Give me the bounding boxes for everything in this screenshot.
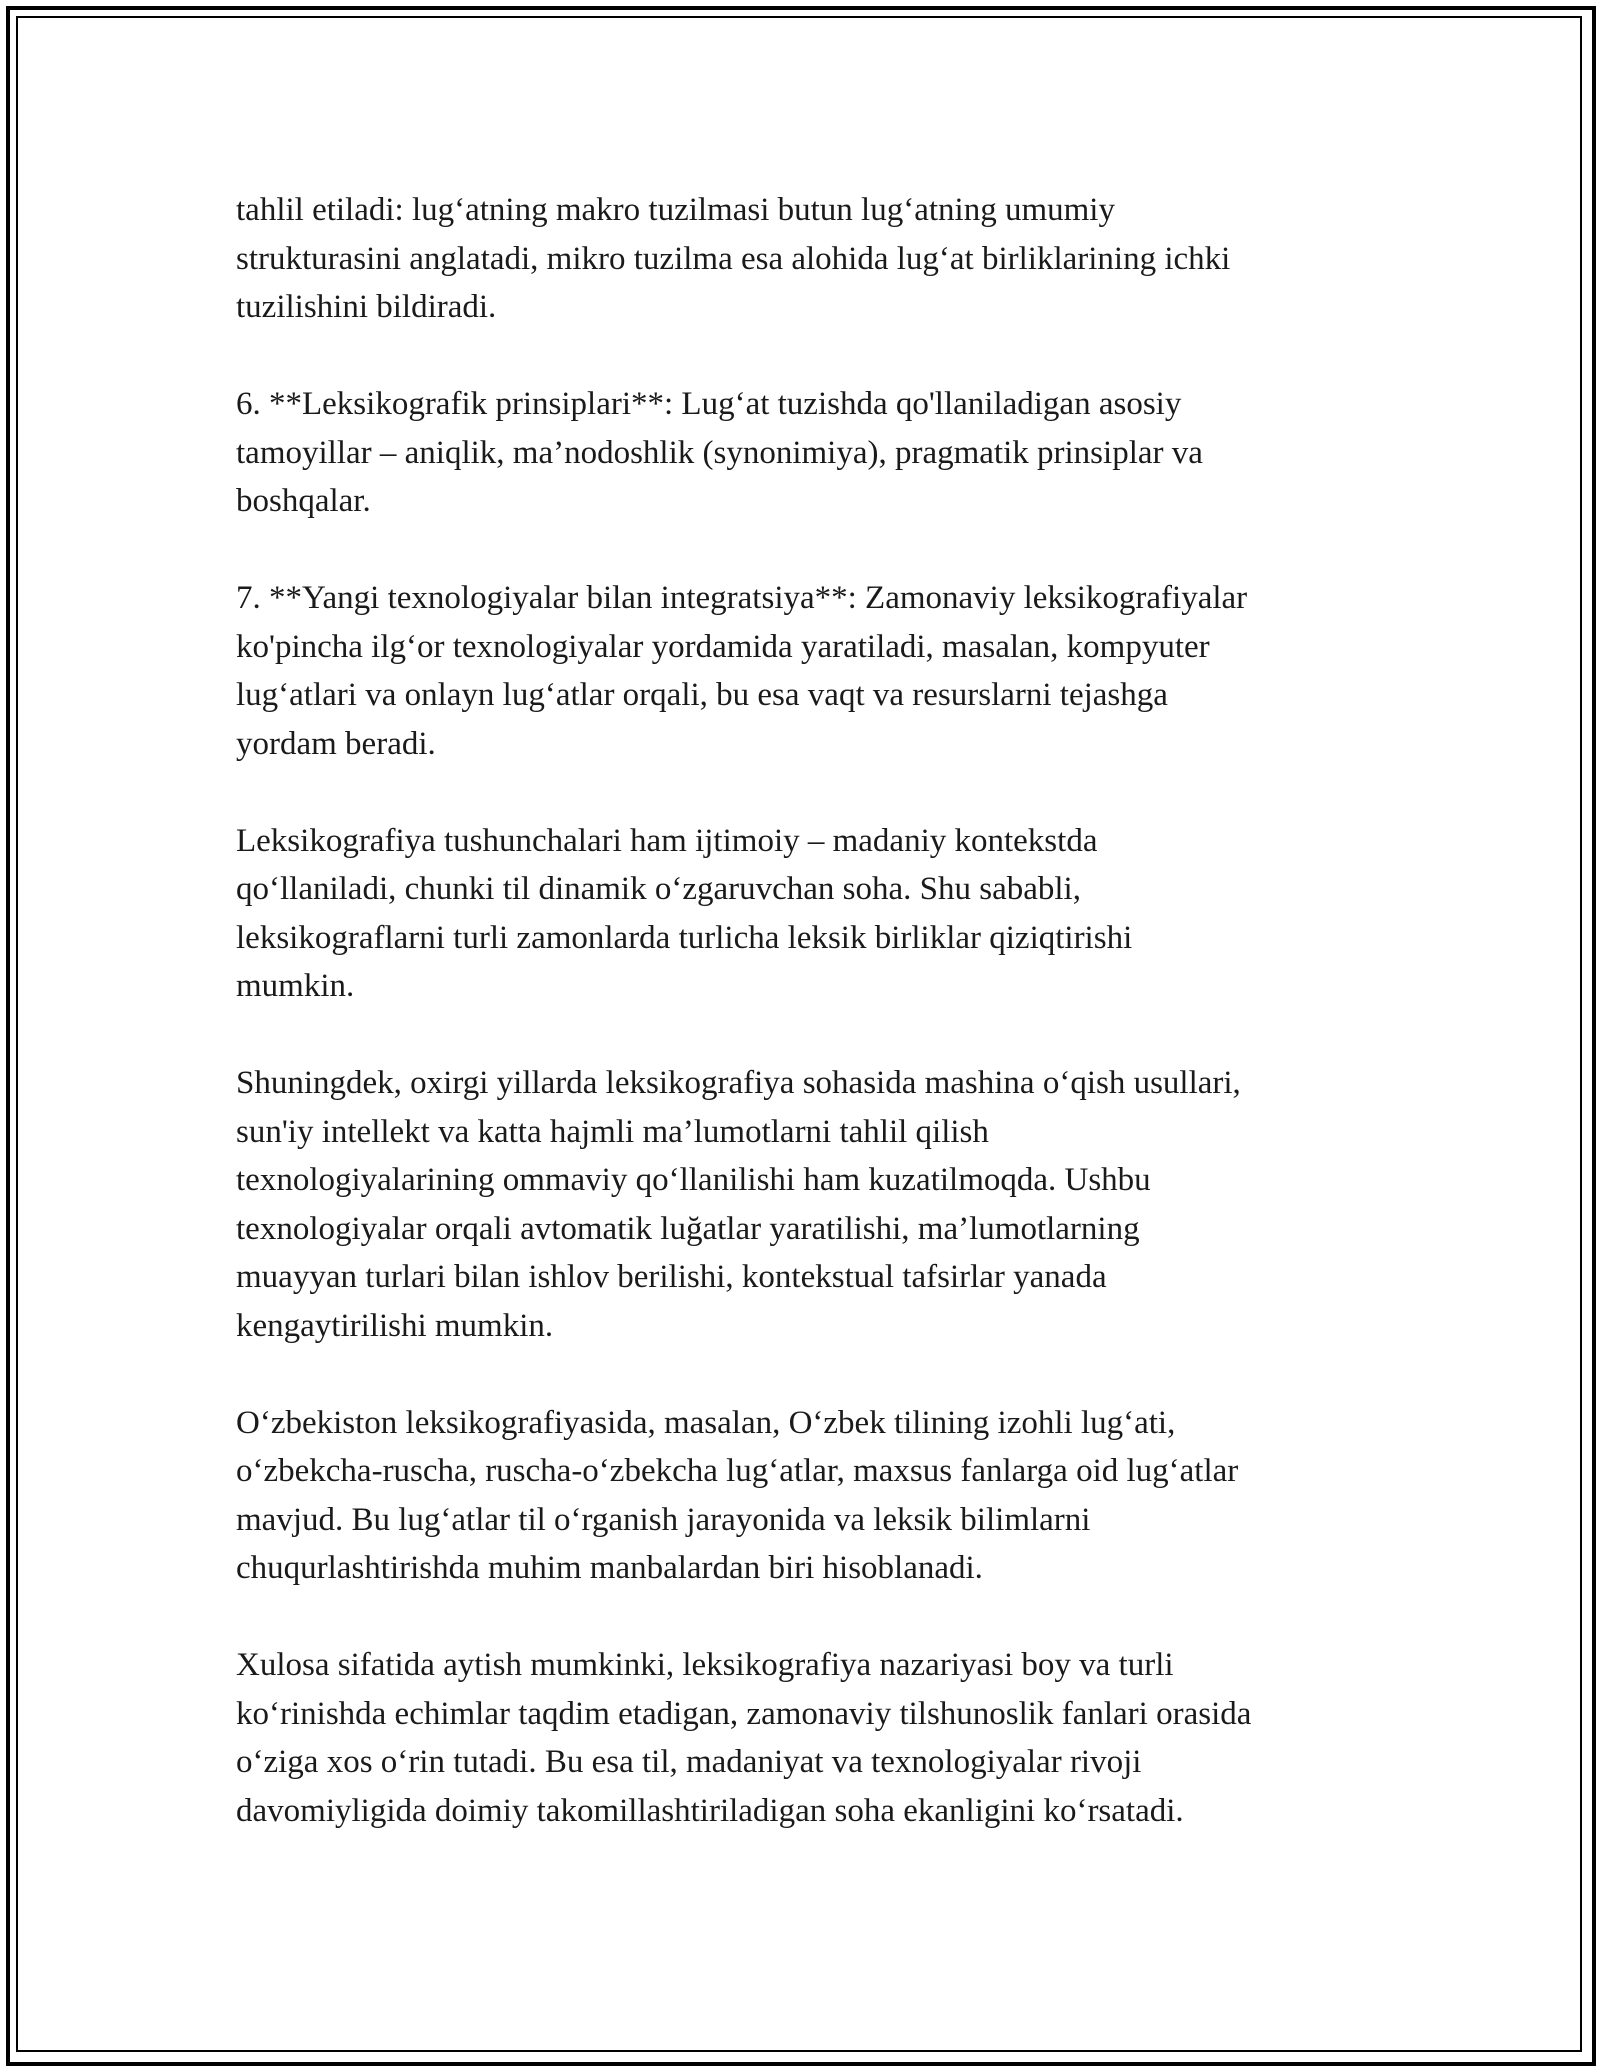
paragraph-technology-integration: 7. **Yangi texnologiyalar bilan integratsiya**: Zamonaviy leksikografiyalar ko'pincha ilg‘or texnologiyalar yordamida yaratiladi, masalan, kompyuter lug‘atlari va onlayn lug‘atlar orqali, bu esa vaqt va resurslarni tejashga yordam beradi. xyxy=(236,580,1248,762)
document-body xyxy=(236,186,1396,1884)
paragraph-machine-learning: Shuningdek, oxirgi yillarda leksikografiya sohasida mashina o‘qish usullari, sun'iy intellekt va katta hajmli ma’lumotlarni tahlil qilish texnologiyalarining ommaviy qo‘llanilishi ham kuzatilmoqda. Ushbu texnologiyalar orqali avtomatik luğatlar yaratilishi, ma’lumotlarning muayyan turlari bilan ishlov berilishi, kontekstual tafsirlar yanada kengaytirilishi mumkin. xyxy=(236,1065,1241,1344)
paragraph-lexicographic-principles: 6. **Leksikografik prinsiplari**: Lug‘at tuzishda qo'llaniladigan asosiy tamoyillar – aniqlik, ma’nodoshlik (synonimiya), pragmatik prinsiplar va boshqalar. xyxy=(236,386,1203,519)
paragraph-socio-cultural-context: Leksikografiya tushunchalari ham ijtimoiy – madaniy kontekstda qo‘llaniladi, chunki til dinamik o‘zgaruvchan soha. Shu sababli, leksikograflarni turli zamonlarda turlicha leksik birliklar qiziqtirishi mumkin. xyxy=(236,822,1133,1004)
paragraph-conclusion: Xulosa sifatida aytish mumkinki, leksikografiya nazariyasi boy va turli ko‘rinishda echimlar taqdim etadigan, zamonaviy tilshunoslik fanlari orasida o‘ziga xos o‘rin tutadi. Bu esa til, madaniyat va texnologiyalar rivoji davomiyligida doimiy takomillashtiriladigan soha ekanligini ko‘rsatadi. xyxy=(236,1647,1252,1829)
paragraph-macro-micro-structure: tahlil etiladi: lug‘atning makro tuzilmasi butun lug‘atning umumiy strukturasini anglatadi, mikro tuzilma esa alohida lug‘at birliklarining ichki tuzilishini bildiradi. xyxy=(236,192,1231,325)
paragraph-uzbek-lexicography: O‘zbekiston leksikografiyasida, masalan, O‘zbek tilining izohli lug‘ati, o‘zbekcha-ruscha, ruscha-o‘zbekcha lug‘atlar, maxsus fanlarga oid lug‘atlar mavjud. Bu lug‘atlar til o‘rganish jarayonida va leksik bilimlarni chuqurlashtirishda muhim manbalardan biri hisoblanadi. xyxy=(236,1404,1239,1586)
